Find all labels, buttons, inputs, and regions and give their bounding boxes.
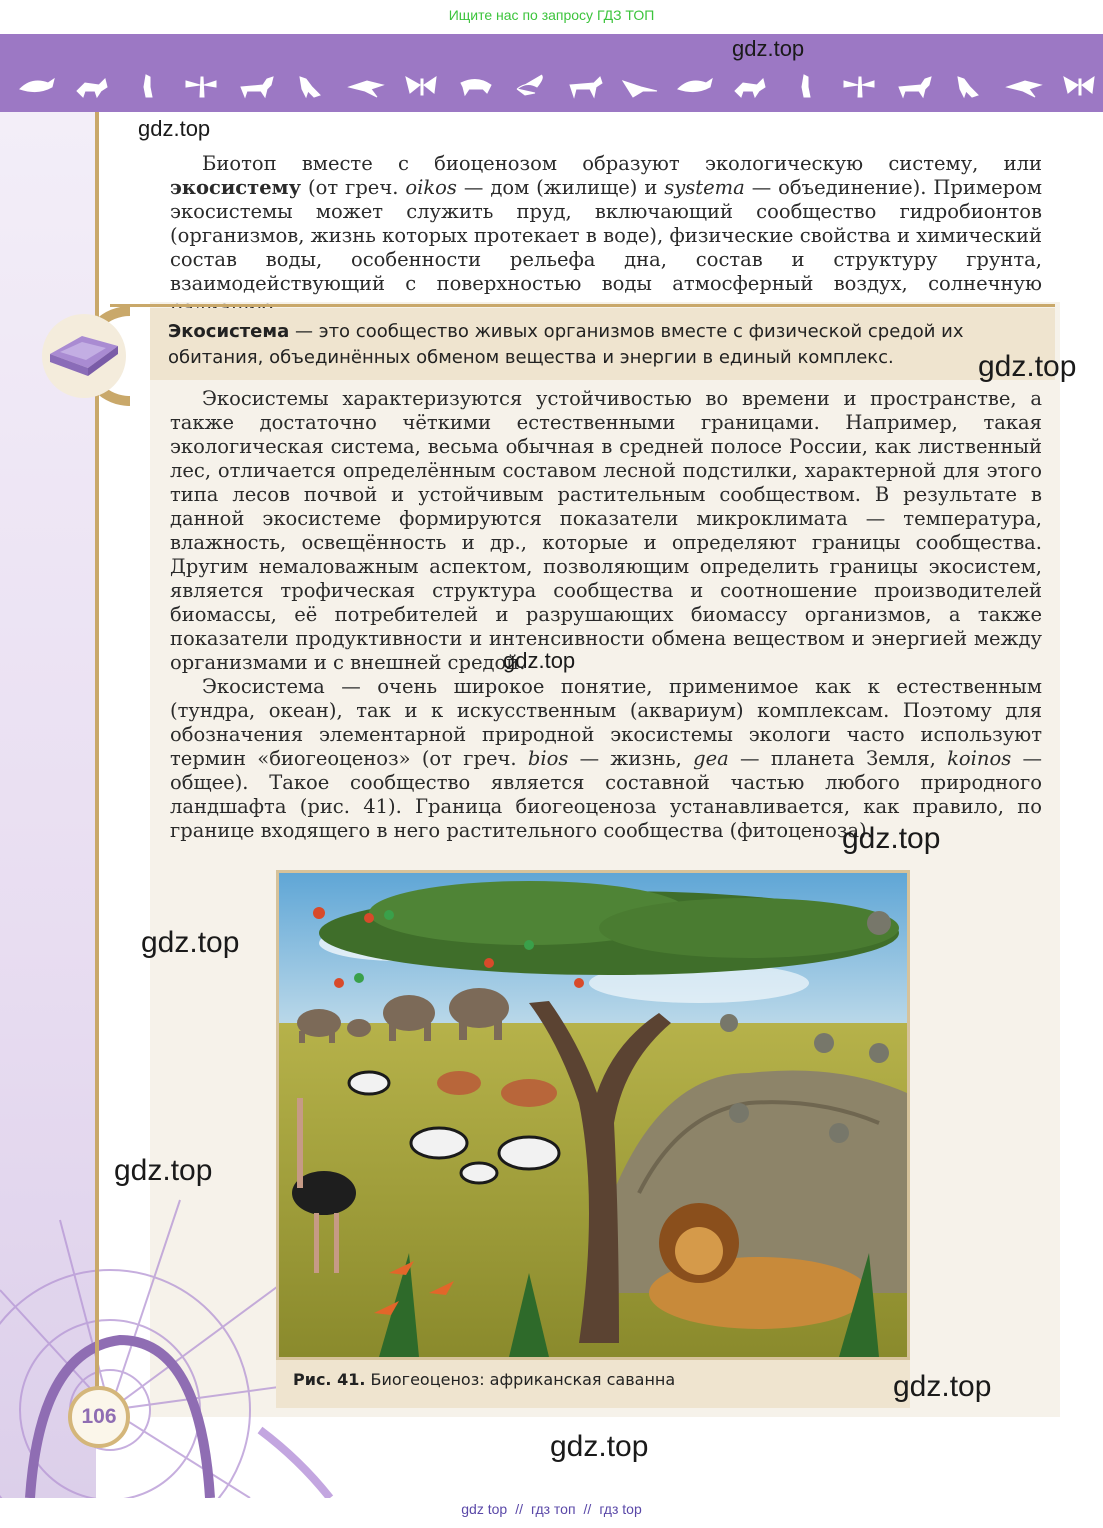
fox-icon (73, 73, 111, 99)
p1-text-e: — дом (жилище) и (456, 176, 665, 199)
page-number: 106 (68, 1386, 130, 1448)
watermark: gdz.top (842, 822, 941, 855)
watermark: gdz.top (503, 648, 576, 673)
kangaroo-icon (292, 73, 330, 99)
p1-text-a: Биотоп вместе с биоценозом образуют экологическую систему, или (202, 152, 1042, 175)
watermark: gdz.top (550, 1430, 649, 1463)
watermark: gdz.top (138, 116, 211, 141)
bird-icon (347, 73, 385, 99)
dolphin-icon (676, 73, 714, 99)
footer-links (0, 1498, 1103, 1528)
swallow-icon (621, 73, 659, 99)
p3-text-e: — планета Земля, (728, 747, 948, 770)
footer-separator: // (515, 1501, 523, 1517)
fox-icon (731, 73, 769, 99)
moose-icon (237, 73, 275, 99)
paragraph-biotope (170, 152, 1042, 320)
p1-text-g: — объединение). Примером экосистемы может служить пруд, включающий сообщество гидробионтов (организмов, жизнь которых протекает в воде), физические свойства и химический состав воды, особенности рельефа дна, состав и структуру грунта, взаимодействующий с поверхностью воды атмосферный воздух, солнечную (170, 176, 1043, 295)
p1-term-ecosystem: экосистему (170, 176, 302, 199)
definition-text (168, 319, 1038, 371)
boar-icon (457, 73, 495, 99)
paragraph-ecosystem-traits: Экосистемы характеризуются устойчивостью во времени и пространстве, а также достаточно чёткими естественными границами. Например, такая экологическая система, весьма обычная в средней полосе России, как лиственный лес, отличается определённым составом лесной подстилки, характерной для этого типа лесов почвой и устойчивым растительным сообществом. В результате в данной экосистеме формируются показатели микроклимата — температура, влажность, освещённость и др., которые и определяют границы сообщества. Другим немаловажным аспектом, позволяющим определить границы экосистем, является трофическая структура сообщества и соотношение производителей биомассы, её потребителей и разрушающих биомассу организмов, а также показатели продуктивности и интенсивности обмена веществом и энергией между организмами и с внешней средой. (170, 387, 1042, 674)
p3-text-c: — жизнь, (568, 747, 694, 770)
top-note: Ищите нас по запросу ГДЗ ТОП (448, 7, 655, 23)
paragraph-biogeocenosis (170, 675, 1042, 843)
figure-label: Рис. 41. (293, 1370, 366, 1389)
scorpion-icon (511, 73, 549, 99)
bird-icon (1005, 73, 1043, 99)
p1-word-oikos: oikos (405, 176, 457, 199)
header-banner (0, 34, 1103, 112)
watermark: gdz.top (978, 350, 1077, 383)
p3-text-a: Экосистема — очень широкое понятие, применимое как к естественным (тундра, океан), так и к искусственным (аквариум) комплексам. Поэтому для обозначения элементарной природной экосистемы экологи часто используют термин «биогеоценоз» (от греч. (170, 675, 1042, 770)
p1-word-systema: systema (664, 176, 745, 199)
butterfly-icon (402, 73, 440, 99)
watermark: gdz.top (114, 1154, 213, 1187)
p3-word-koinos: koinos (947, 747, 1012, 770)
p3-text-g: — общее). Такое сообщество является составной частью любого природного ландшафта (рис. 41). Граница биогеоценоза устанавливается, как правило, по границе входящего в него растительного сообщества (фитоценоза). (170, 747, 1043, 842)
figure-caption-text: Биогеоценоз: африканская саванна (365, 1370, 676, 1389)
meerkat-icon (128, 73, 166, 99)
horse-icon (566, 73, 604, 99)
meerkat-icon (786, 73, 824, 99)
savanna-scene (279, 873, 907, 1357)
banner-animal-strip (18, 68, 1098, 104)
footer-link-gdz-top-mixed[interactable]: гдз top (599, 1501, 642, 1517)
book-icon (32, 298, 136, 416)
figure-caption (293, 1370, 893, 1389)
dolphin-icon (18, 73, 56, 99)
savanna-illustration (276, 870, 910, 1360)
butterfly-icon (1060, 73, 1098, 99)
insect-icon (840, 73, 878, 99)
p3-word-gea: gea (693, 747, 729, 770)
footer-link-gdz-top[interactable]: gdz top (461, 1501, 508, 1517)
p1-text-c: (от греч. (301, 176, 406, 199)
definition-term: Экосистема (168, 321, 290, 342)
p3-word-bios: bios (527, 747, 569, 770)
kangaroo-icon (950, 73, 988, 99)
watermark: gdz.top (141, 926, 240, 959)
moose-icon (895, 73, 933, 99)
insect-icon (182, 73, 220, 99)
footer-separator: // (583, 1501, 592, 1517)
footer-link-gdz-top-cyr[interactable]: гдз топ (530, 1501, 576, 1517)
definition-top-rule (110, 304, 1055, 307)
definition-body: — это сообщество живых организмов вместе с физической средой их обитания, объединённых обменом вещества и энергии в единый комплекс. (168, 321, 964, 368)
watermark: gdz.top (893, 1370, 992, 1403)
watermark: gdz.top (732, 36, 805, 61)
